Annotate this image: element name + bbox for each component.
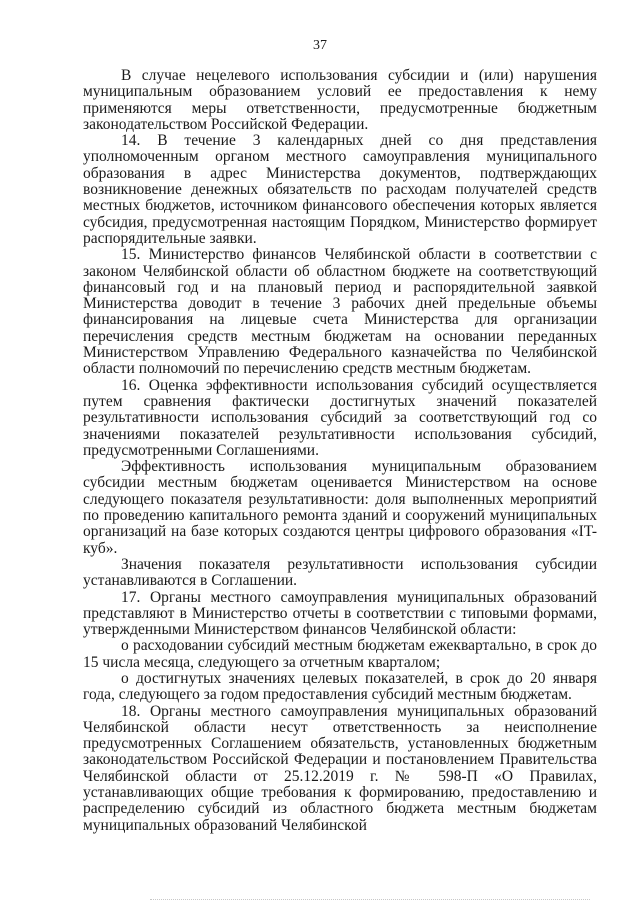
paragraph-17-quarterly: о расходовании субсидий местным бюджетам ежеквартально, в срок до 15 числа месяца, следующего за отчетным кварталом; bbox=[83, 637, 597, 671]
paragraph-17: 17. Органы местного самоуправления муниципальных образований представляют в Министерство отчеты в соответствии с типовыми формами, утвержденными Министерством финансов Челябинской области: bbox=[83, 588, 597, 639]
paragraph-efficiency: Эффективность использования муниципальным образованием субсидии местным бюджетам оценивается Министерством на основе следующего показателя результативности: доля выполненных мероприятий по проведению капитального ремонта зданий и сооружений муниципальных организаций на базе которых создаются центры цифрового образования «IT-куб». bbox=[83, 458, 597, 557]
page-number: 37 bbox=[313, 38, 327, 53]
bottom-divider bbox=[150, 899, 590, 900]
paragraph-17-annual: о достигнутых значениях целевых показателей, в срок до 20 января года, следующего за годом предоставления субсидий местным бюджетам. bbox=[83, 669, 597, 704]
paragraph-18: 18. Органы местного самоуправления муниципальных образований Челябинской области несут ответственность за неисполнение предусмотренных Соглашением обязательств, установленных бюджетным законодательством Российской Федерации и постановлением Правительства Челябинской области от 25.12.2019 г. № 598-П «О Правилах, устанавливающих общие требования к формированию, предоставлению и распределению субсидий из областного бюджета местным бюджетам муниципальных образований Челябинской bbox=[83, 702, 597, 834]
paragraph-14: 14. В течение 3 календарных дней со дня представления уполномоченным органом местного самоуправления муниципального образования в адрес Министерства документов, подтверждающих возникновение денежных обязательств по расходам получателей средств местных бюджетов, источником финансового обеспечения которых является субсидия, предусмотренная настоящим Порядком, Министерство формирует распорядительные заявки. bbox=[83, 132, 597, 247]
paragraph-indicator-values: Значения показателя результативности использования субсидии устанавливаются в Соглашении. bbox=[83, 555, 597, 590]
document-body bbox=[83, 68, 597, 834]
paragraph-15: 15. Министерство финансов Челябинской области в соответствии с законом Челябинской области об областном бюджете на соответствующий финансовый год и на плановый период и распорядительной заявкой Министерства доводит в течение 3 рабочих дней предельные объемы финансирования на лицевые счета Министерства для организации перечисления средств местным бюджетам на основании переданных Министерством Управлению Федерального казначейства по Челябинской области полномочий по перечислению средств местным бюджетам. bbox=[83, 246, 597, 378]
paragraph-misuse-liability: В случае нецелевого использования субсидии и (или) нарушения муниципальным образованием условий ее предоставления к нему применяются меры ответственности, предусмотренные бюджетным законодательством Российской Федерации. bbox=[83, 67, 597, 133]
paragraph-16: 16. Оценка эффективности использования субсидий осуществляется путем сравнения фактически достигнутых значений показателей результативности использования субсидий за соответствующий год со значениями показателей результативности использования субсидий, предусмотренными Соглашениями. bbox=[83, 376, 597, 459]
